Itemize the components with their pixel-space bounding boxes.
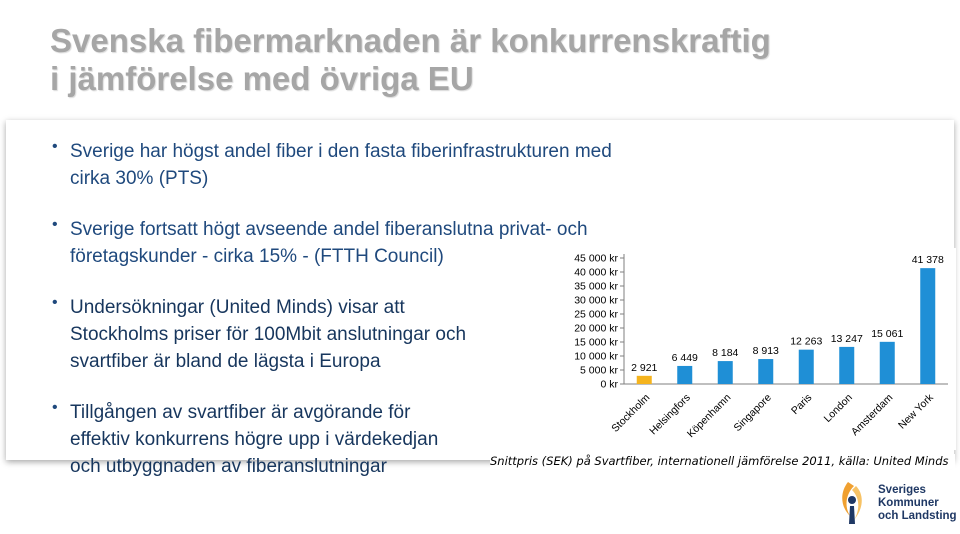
bullet-3-line-3: svartfiber är bland de lägsta i Europa (70, 351, 381, 372)
chart-bar (920, 268, 935, 384)
bullet-dot-icon: • (52, 138, 58, 155)
bar-value-label: 12 263 (790, 335, 823, 348)
bullet-1-line-1: Sverige har högst andel fiber i den fasta fiberinfrastrukturen med (70, 141, 612, 162)
bullet-3-line-1: Undersökningar (United Minds) visar att (70, 297, 405, 318)
x-category-label: Amsterdam (848, 391, 896, 439)
price-bar-chart (556, 248, 956, 450)
y-tick-label: 20 000 kr (574, 322, 618, 335)
chart-caption: Snittpris (SEK) på Svartfiber, internationell jämförelse 2011, källa: United Minds (490, 454, 955, 469)
x-category-label: Helsingfors (647, 391, 693, 438)
slide-title (50, 22, 930, 98)
bar-value-label: 2 921 (631, 361, 658, 374)
x-category-label: Singapore (731, 391, 774, 434)
y-tick-label: 25 000 kr (574, 308, 618, 321)
y-tick-label: 30 000 kr (574, 294, 618, 307)
chart-bar (799, 350, 814, 384)
y-tick-label: 10 000 kr (574, 350, 618, 363)
bullet-1-line-2: cirka 30% (PTS) (70, 168, 209, 189)
chart-bar (637, 376, 652, 384)
bullet-2-line-2: företagskunder - cirka 15% - (FTTH Council) (70, 246, 444, 267)
bullet-4-line-2: effektiv konkurrens högre upp i värdekedjan (70, 429, 439, 450)
y-tick-label: 45 000 kr (574, 252, 618, 265)
logo-line-3: och Landsting (878, 510, 957, 522)
bullet-dot-icon: • (52, 399, 58, 416)
bar-value-label: 15 061 (871, 327, 904, 340)
bar-value-label: 6 449 (671, 351, 698, 364)
y-tick-label: 0 kr (600, 378, 618, 391)
x-category-label: Köpenhamn (684, 391, 734, 441)
bar-value-label: 41 378 (911, 254, 944, 267)
chart-bar (758, 359, 773, 384)
x-category-label: London (821, 391, 855, 425)
x-category-label: Paris (788, 391, 815, 418)
y-tick-label: 5 000 kr (580, 364, 618, 377)
logo-line-1: Sveriges (878, 484, 926, 496)
chart-bar (677, 366, 692, 384)
bullet-item (52, 138, 702, 192)
bar-value-label: 8 184 (712, 347, 739, 360)
slide-title-line-2: i jämförelse med övriga EU (50, 60, 474, 97)
bullet-dot-icon: • (52, 216, 58, 233)
logo-line-2: Kommuner (878, 497, 939, 509)
x-category-label: New York (896, 391, 936, 432)
y-tick-label: 40 000 kr (574, 266, 618, 279)
chart-bar (839, 347, 854, 384)
chart-bar (880, 342, 895, 384)
slide-title-line-1: Svenska fibermarknaden är konkurrenskraftig (50, 22, 771, 59)
bar-value-label: 8 913 (752, 345, 779, 358)
x-category-label: Stockholm (609, 391, 653, 435)
bullet-4-line-1: Tillgången av svartfiber är avgörande för (70, 402, 411, 423)
bar-value-label: 13 247 (830, 332, 863, 345)
bullet-dot-icon: • (52, 294, 58, 311)
chart-bar (718, 361, 733, 384)
y-tick-label: 15 000 kr (574, 336, 618, 349)
y-tick-label: 35 000 kr (574, 280, 618, 293)
bullet-2-line-1: Sverige fortsatt högt avseende andel fiberanslutna privat- och (70, 219, 588, 240)
bullet-text-1 (70, 138, 702, 192)
bullet-3-line-2: Stockholms priser för 100Mbit anslutningar och (70, 324, 467, 345)
price-bar-chart-svg (556, 248, 956, 450)
skl-logo-text (878, 484, 957, 523)
bullet-4-line-3: och utbyggnaden av fiberanslutningar (70, 456, 387, 477)
